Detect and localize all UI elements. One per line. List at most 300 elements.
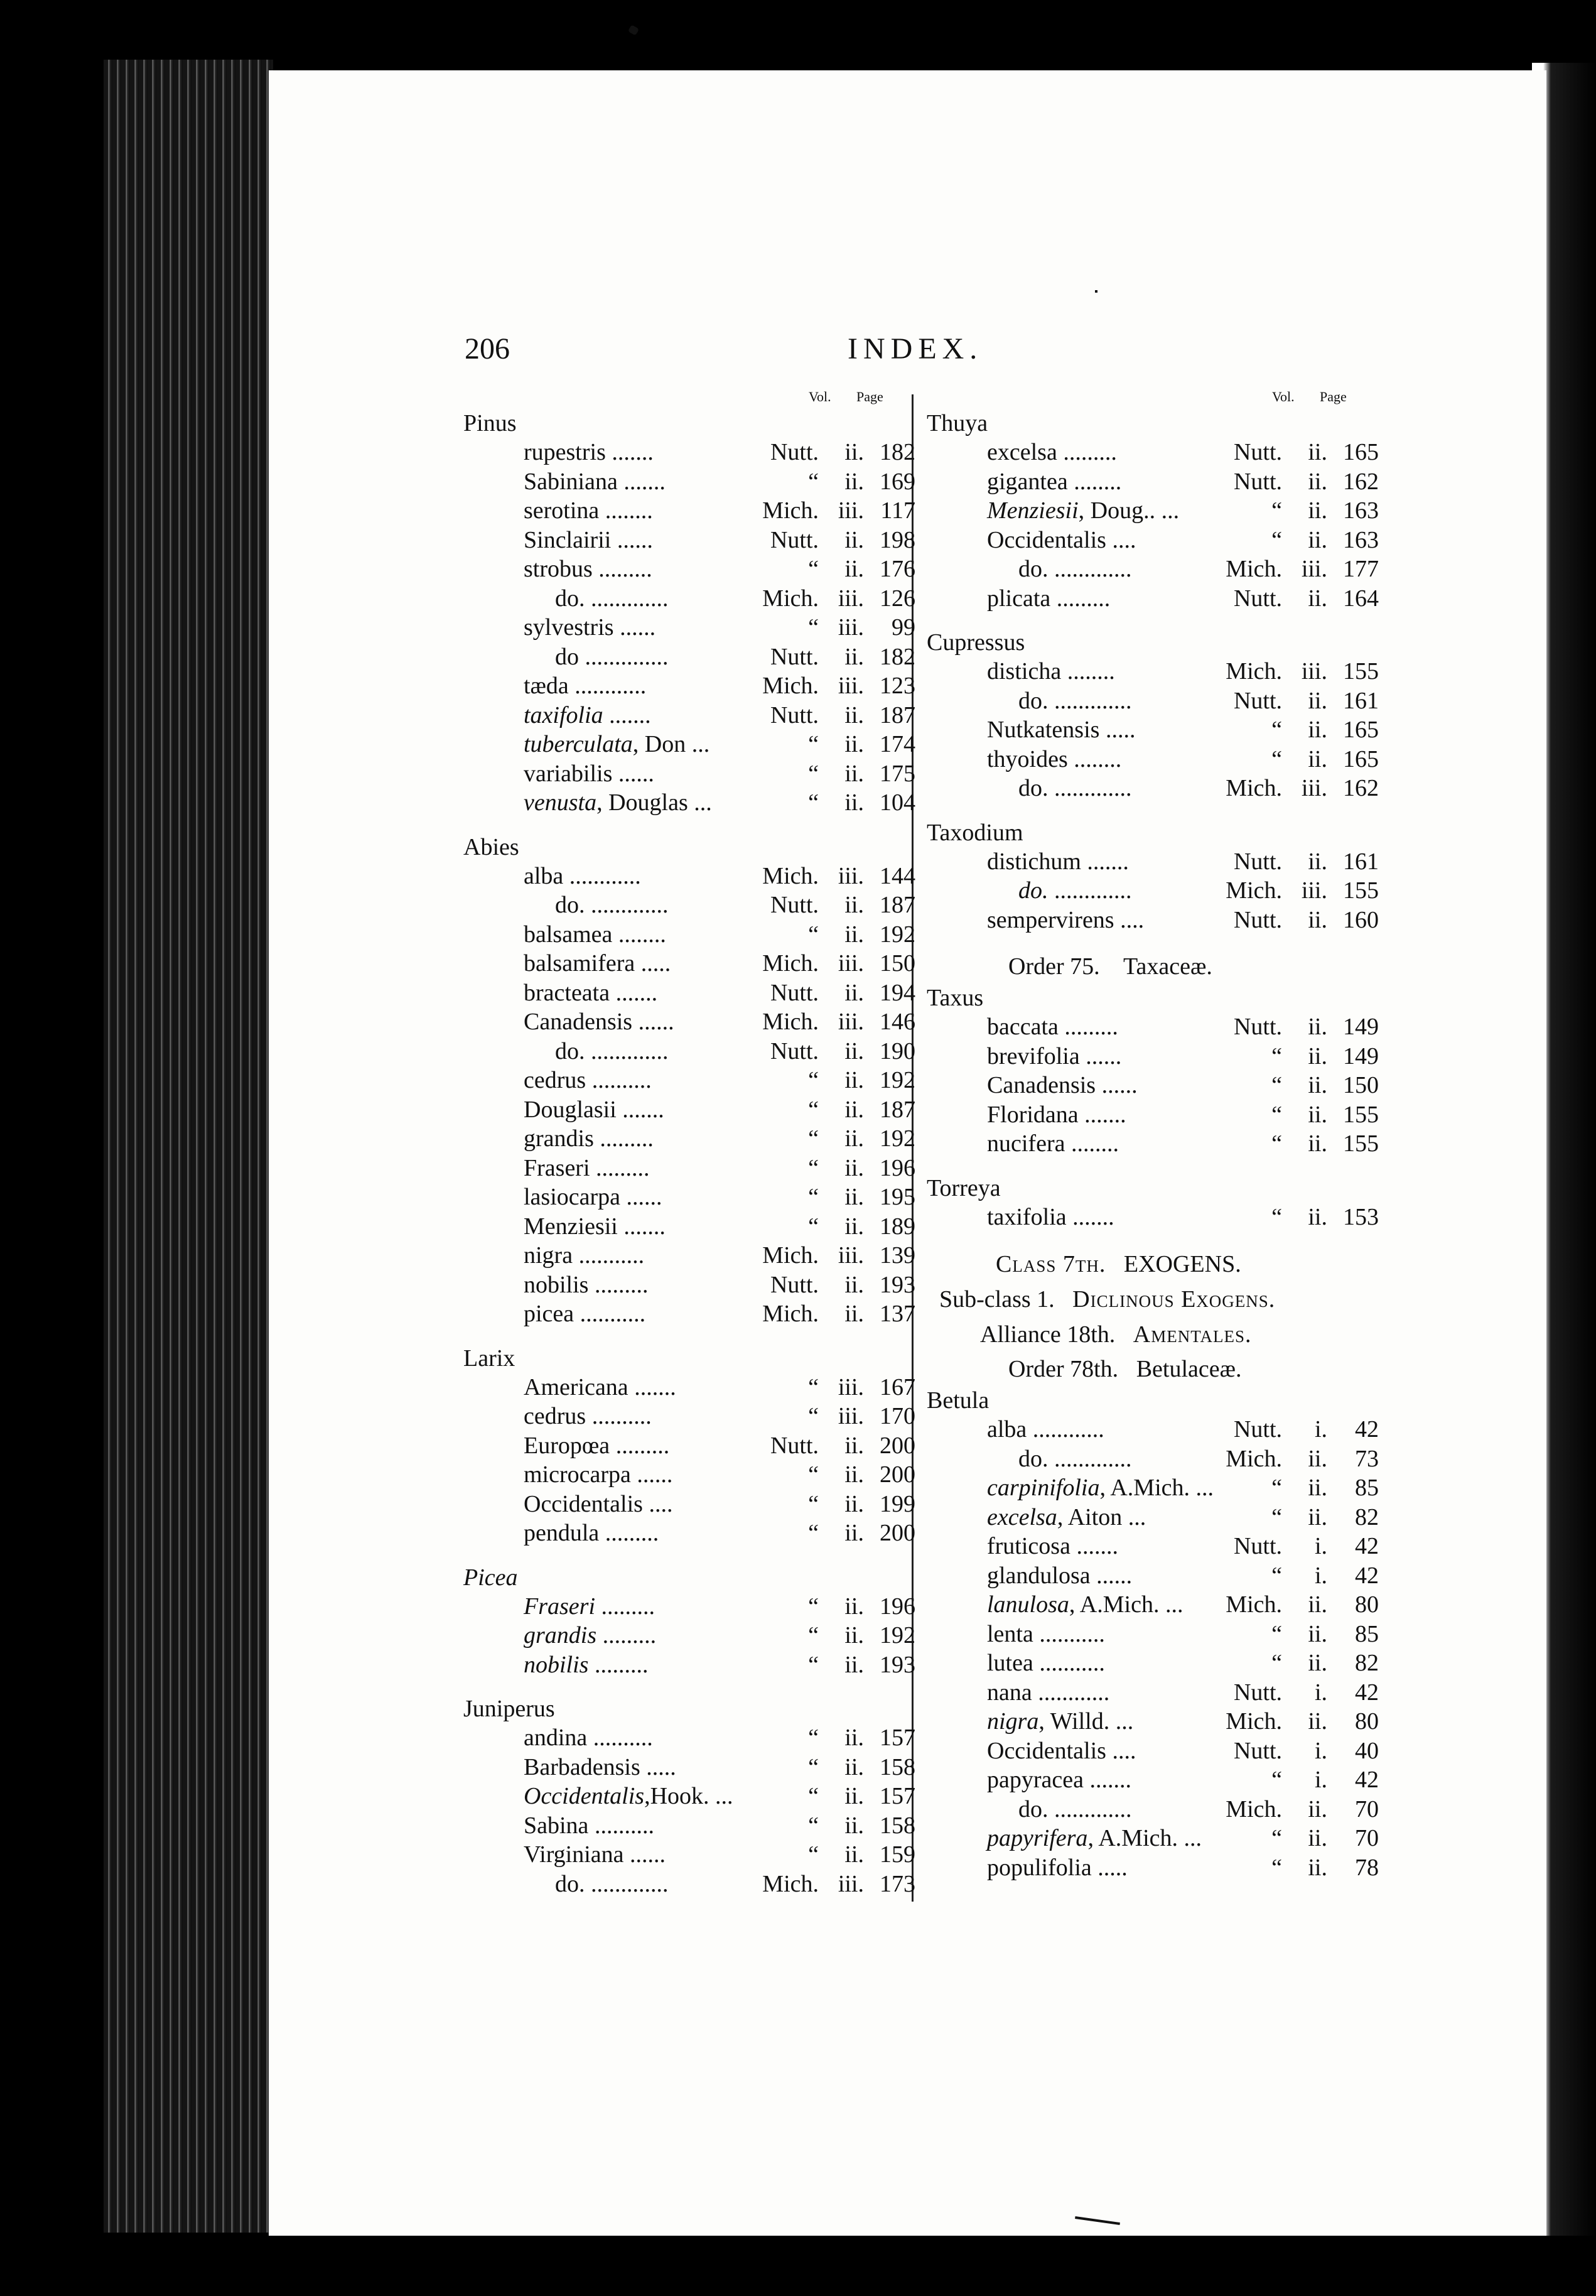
index-entry (463, 1621, 915, 1650)
index-entry (463, 1840, 915, 1870)
entry-name (555, 891, 669, 920)
entry-authority: “ (808, 1373, 819, 1400)
leader-dots: ............ (1027, 1416, 1104, 1443)
entry-authority: “ (808, 1403, 819, 1429)
entry-authority: Nutt. (770, 439, 819, 465)
entry-page: 165 (1343, 717, 1379, 743)
leader-dots: ... (1159, 1591, 1184, 1618)
index-entry (463, 862, 915, 891)
index-entry (463, 1095, 915, 1125)
entry-name (524, 1241, 644, 1270)
entry-authority: Mich. (1226, 1445, 1282, 1472)
entry-volume: ii. (1308, 1854, 1327, 1881)
entry-name (524, 1124, 654, 1154)
index-entry (927, 526, 1379, 555)
index-entry (927, 906, 1379, 935)
genus-heading: Taxodium (927, 819, 1023, 846)
column-header (463, 380, 903, 409)
entry-volume: iii. (838, 950, 864, 977)
species-name: nobilis (524, 1651, 589, 1678)
species-name: carpinifolia (987, 1475, 1100, 1501)
entry-volume: ii. (1308, 1042, 1327, 1069)
entry-volume: ii. (844, 526, 864, 553)
entry-volume: ii. (844, 921, 864, 948)
entry-authority: “ (808, 1490, 819, 1517)
entry-authority: Mich. (762, 497, 819, 524)
index-entry (463, 1650, 915, 1680)
leader-dots: ........ (1067, 468, 1122, 495)
species-name: do. (1018, 556, 1049, 582)
species-name: Canadensis (987, 1072, 1096, 1098)
entry-volume: ii. (1308, 468, 1327, 495)
entry-page: 42 (1355, 1533, 1379, 1559)
entry-page: 196 (880, 1593, 915, 1620)
entry-name (555, 642, 669, 672)
species-name: Fraseri (524, 1154, 590, 1181)
species-name: disticha (987, 658, 1062, 685)
entry-authority: Nutt. (1233, 906, 1282, 933)
genus-heading: Torreya (927, 1174, 1001, 1201)
leader-dots: ...... (611, 526, 653, 553)
index-entry (463, 438, 915, 467)
entry-page: 139 (880, 1242, 915, 1269)
species-name: variabilis (524, 760, 613, 787)
entry-volume: iii. (838, 862, 864, 889)
entry-authority: Mich. (762, 1009, 819, 1035)
species-name: populifolia (987, 1854, 1092, 1881)
entry-authority: Mich. (1226, 556, 1282, 582)
entry-authority: Nutt. (770, 526, 819, 553)
species-name: distichum (987, 848, 1081, 875)
entry-name (987, 526, 1136, 555)
entry-volume: ii. (844, 1753, 864, 1780)
name-suffix: , Douglas (596, 789, 688, 816)
entry-volume: iii. (838, 1373, 864, 1400)
species-name: Menziesii (987, 497, 1079, 524)
entry-authority: Nutt. (1233, 1416, 1282, 1443)
entry-volume: iii. (838, 585, 864, 612)
entry-page: 42 (1355, 1562, 1379, 1589)
entry-authority: Mich. (762, 950, 819, 977)
index-entry (927, 847, 1379, 877)
entry-name (524, 1183, 662, 1212)
entry-volume: ii. (844, 1271, 864, 1298)
index-entry (463, 1811, 915, 1841)
leader-dots: ...... (1090, 1562, 1133, 1589)
genus-heading: Betula (927, 1387, 989, 1414)
entry-name (524, 1460, 672, 1490)
entry-name (987, 1042, 1121, 1071)
leader-dots: ............. (1048, 877, 1132, 904)
entry-volume: ii. (1308, 526, 1327, 553)
index-entry (463, 891, 915, 920)
leader-dots: ............. (585, 1037, 669, 1064)
leader-dots: .......... (586, 1403, 652, 1429)
index-entry (463, 555, 915, 584)
leader-dots: ...... (630, 1461, 673, 1488)
leader-dots: ....... (603, 701, 651, 728)
entry-authority: Nutt. (1233, 585, 1282, 612)
index-entry (463, 920, 915, 950)
entry-page: 73 (1355, 1445, 1379, 1472)
leader-dots: ..... (640, 1753, 676, 1780)
index-entry (927, 1203, 1379, 1232)
species-name: taxifolia (987, 1203, 1067, 1230)
entry-page: 196 (880, 1154, 915, 1181)
entry-volume: ii. (1308, 1620, 1327, 1647)
species-name: Sabiniana (524, 468, 618, 495)
species-name: balsamea (524, 921, 613, 948)
species-name: fruticosa (987, 1533, 1070, 1559)
entry-volume: ii. (844, 556, 864, 582)
leader-dots: ......... (588, 1651, 649, 1678)
leader-dots: ...... (1079, 1042, 1122, 1069)
leader-dots: ....... (610, 979, 658, 1006)
entry-authority: Nutt. (1233, 1014, 1282, 1040)
entry-volume: ii. (844, 701, 864, 728)
leader-dots: ............. (1048, 1445, 1132, 1472)
entry-volume: ii. (1308, 1130, 1327, 1157)
entry-page: 155 (1343, 658, 1379, 685)
entry-page: 198 (880, 526, 915, 553)
species-name: Menziesii (524, 1213, 618, 1240)
entry-authority: “ (1271, 1854, 1282, 1881)
entry-page: 193 (880, 1271, 915, 1298)
index-entry (463, 671, 915, 701)
entry-authority: “ (808, 1520, 819, 1546)
leader-dots: ....... (1078, 1101, 1126, 1128)
entry-name (524, 1840, 666, 1870)
entry-authority: “ (808, 789, 819, 816)
entry-authority: “ (808, 556, 819, 582)
index-entry (463, 642, 915, 672)
page-number: 206 (465, 332, 510, 366)
leader-dots: ..... (1091, 1854, 1128, 1881)
subclass-heading: Sub-class 1. Diclinous Exogens. (939, 1286, 1276, 1313)
entry-page: 161 (1343, 848, 1379, 875)
entry-name (524, 1066, 652, 1095)
entry-name (524, 1270, 648, 1300)
entry-page: 182 (880, 439, 915, 465)
entry-page: 182 (880, 643, 915, 670)
entry-volume: ii. (1308, 1825, 1327, 1851)
entry-page: 165 (1343, 439, 1379, 465)
index-entry (463, 730, 915, 759)
right-index-entries-a (927, 409, 1379, 934)
entry-authority: “ (1271, 1562, 1282, 1589)
index-entry (927, 657, 1379, 686)
leader-dots: ... (1155, 497, 1180, 524)
entry-page: 104 (880, 789, 915, 816)
species-name: alba (987, 1416, 1027, 1443)
entry-volume: ii. (1308, 439, 1327, 465)
leader-dots: ....... (1070, 1533, 1118, 1559)
entry-name (987, 906, 1144, 935)
entry-authority: Nutt. (1233, 1533, 1282, 1559)
entry-authority: “ (808, 760, 819, 787)
name-suffix: , A.Mich. (1099, 1475, 1190, 1501)
entry-page: 192 (880, 921, 915, 948)
entry-volume: ii. (844, 1461, 864, 1488)
entry-page: 137 (880, 1301, 915, 1327)
entry-name (524, 438, 654, 467)
entry-name (1018, 876, 1132, 906)
index-entry (463, 526, 915, 555)
entry-name (987, 847, 1129, 877)
species-name: andina (524, 1725, 588, 1751)
entry-volume: ii. (1308, 745, 1327, 772)
entry-authority: Mich. (1226, 658, 1282, 685)
species-name: rupestris (524, 439, 606, 465)
species-name: nigra (524, 1242, 573, 1269)
species-name: sylvestris (524, 614, 614, 641)
index-entry (927, 876, 1379, 906)
entry-authority: Nutt. (1233, 1737, 1282, 1764)
entry-authority: “ (1271, 526, 1282, 553)
entry-name (524, 788, 712, 818)
entry-authority: “ (808, 1593, 819, 1620)
genus-heading: Taxus (927, 985, 984, 1011)
entry-name (987, 1532, 1118, 1561)
genus-heading: Abies (463, 833, 519, 860)
entry-authority: Mich. (1226, 775, 1282, 801)
species-name: excelsa (987, 1503, 1057, 1530)
leader-dots: ...... (1096, 1072, 1138, 1098)
entry-page: 165 (1343, 745, 1379, 772)
entry-page: 85 (1355, 1475, 1379, 1501)
entry-authority: “ (808, 468, 819, 495)
entry-name (987, 745, 1121, 774)
entry-page: 82 (1355, 1650, 1379, 1676)
entry-authority: “ (808, 1651, 819, 1678)
entry-name (524, 467, 666, 497)
entry-name (524, 701, 651, 730)
entry-volume: i. (1314, 1533, 1327, 1559)
genus-heading: Juniperus (463, 1696, 555, 1722)
entry-volume: ii. (844, 979, 864, 1006)
entry-name (524, 1592, 655, 1622)
entry-name (555, 1037, 669, 1066)
species-name: pendula (524, 1520, 600, 1546)
leader-dots: ......... (595, 1593, 655, 1620)
index-entry (463, 949, 915, 978)
entry-page: 70 (1355, 1825, 1379, 1851)
entry-name (987, 438, 1117, 467)
entry-authority: “ (1271, 1042, 1282, 1069)
index-entry (927, 1444, 1379, 1474)
entry-page: 85 (1355, 1620, 1379, 1647)
entry-name (987, 1129, 1119, 1159)
entry-authority: “ (808, 1184, 819, 1210)
entry-authority: “ (1271, 745, 1282, 772)
entry-volume: iii. (838, 497, 864, 524)
entry-volume: ii. (844, 1783, 864, 1809)
name-suffix: , A.Mich. (1069, 1591, 1160, 1618)
leader-dots: ......... (1050, 585, 1111, 612)
entry-page: 200 (880, 1432, 915, 1459)
entry-authority: “ (808, 1753, 819, 1780)
entry-page: 80 (1355, 1591, 1379, 1618)
entry-name (524, 1373, 676, 1402)
entry-authority: “ (1271, 1072, 1282, 1098)
index-entry (463, 1037, 915, 1066)
leader-dots: ............ (563, 862, 641, 889)
species-name: Fraseri (524, 1593, 595, 1620)
index-entry (463, 1373, 915, 1402)
index-entry (463, 1402, 915, 1431)
entry-authority: Mich. (762, 673, 819, 699)
entry-volume: ii. (844, 1184, 864, 1210)
leader-dots: ... (1122, 1503, 1146, 1530)
index-entry (463, 1270, 915, 1300)
entry-page: 158 (880, 1812, 915, 1839)
entry-page: 157 (880, 1783, 915, 1809)
entry-volume: iii. (838, 1403, 864, 1429)
index-entry (927, 1071, 1379, 1100)
entry-name (987, 1415, 1104, 1444)
entry-page: 155 (1343, 877, 1379, 904)
class-heading: Class 7th. EXOGENS. (996, 1251, 1241, 1277)
entry-volume: iii. (1301, 877, 1327, 904)
genus-heading: Larix (463, 1345, 515, 1372)
species-name: nobilis (524, 1271, 589, 1298)
entry-page: 42 (1355, 1416, 1379, 1443)
entry-authority: “ (1271, 1650, 1282, 1676)
species-name: nana (987, 1679, 1032, 1706)
entry-authority: “ (808, 1461, 819, 1488)
species-name: Barbadensis (524, 1753, 640, 1780)
entry-authority: Nutt. (770, 1432, 819, 1459)
name-suffix: , Don (632, 731, 686, 757)
entry-page: 155 (1343, 1130, 1379, 1157)
entry-name (1018, 686, 1132, 716)
species-name: Europœa (524, 1432, 610, 1459)
entry-volume: ii. (844, 1067, 864, 1093)
entry-page: 162 (1343, 468, 1379, 495)
entry-name (987, 1765, 1131, 1795)
leader-dots: .......... (586, 1067, 652, 1093)
index-entry (463, 1490, 915, 1519)
species-name: baccata (987, 1014, 1059, 1040)
entry-volume: iii. (838, 614, 864, 641)
species-name: papyracea (987, 1767, 1084, 1793)
entry-authority: Nutt. (770, 979, 819, 1006)
alliance-heading: Alliance 18th. Amentales. (980, 1321, 1252, 1348)
species-name: nigra (987, 1708, 1039, 1735)
entry-page: 80 (1355, 1708, 1379, 1735)
entry-volume: ii. (844, 468, 864, 495)
leader-dots: .... (642, 1490, 673, 1517)
species-name: sempervirens (987, 906, 1114, 933)
species-name: bracteata (524, 979, 610, 1006)
entry-volume: ii. (1308, 1072, 1327, 1098)
species-name: do. (555, 1037, 585, 1064)
order-heading: Order 78th. Betulaceæ. (1008, 1356, 1242, 1382)
entry-authority: “ (1271, 1203, 1282, 1230)
entry-volume: iii. (1301, 658, 1327, 685)
right-column (927, 380, 1379, 1882)
entry-page: 200 (880, 1461, 915, 1488)
entry-page: 163 (1343, 526, 1379, 553)
entry-page: 161 (1343, 687, 1379, 714)
entry-name (524, 1299, 645, 1329)
index-entry (463, 496, 915, 526)
species-name: Douglasii (524, 1096, 617, 1123)
entry-name (987, 1473, 1214, 1503)
entry-page: 160 (1343, 906, 1379, 933)
entry-name (524, 1753, 676, 1782)
entry-authority: Mich. (762, 1242, 819, 1269)
entry-page: 175 (880, 760, 915, 787)
entry-name (1018, 555, 1132, 584)
vol-heading: Vol. (1272, 389, 1295, 404)
entry-volume: ii. (844, 1432, 864, 1459)
entry-page: 117 (880, 497, 915, 524)
leader-dots: ... (686, 731, 710, 757)
entry-volume: iii. (838, 1870, 864, 1897)
index-entry (927, 1795, 1379, 1824)
entry-authority: Nutt. (770, 701, 819, 728)
entry-page: 170 (880, 1403, 915, 1429)
leader-dots: ........ (599, 497, 653, 524)
entry-name (524, 1519, 659, 1548)
entry-name (1018, 774, 1132, 803)
leader-dots: ... (1178, 1825, 1202, 1851)
species-name: do. (1018, 775, 1049, 801)
entry-authority: “ (1271, 1503, 1282, 1530)
name-suffix: , Aiton (1057, 1503, 1123, 1530)
species-name: Occidentalis (987, 1737, 1106, 1764)
leader-dots: ....... (616, 1096, 664, 1123)
leader-dots: ....... (1084, 1767, 1131, 1793)
entry-volume: ii. (1308, 1445, 1327, 1472)
entry-page: 42 (1355, 1679, 1379, 1706)
entry-name (524, 526, 653, 555)
entry-page: 192 (880, 1622, 915, 1649)
index-entry (927, 496, 1379, 526)
entry-name (524, 759, 654, 789)
entry-volume: ii. (844, 1725, 864, 1751)
entry-name (524, 671, 646, 701)
entry-name (524, 920, 666, 950)
vol-heading: Vol. (809, 389, 831, 404)
index-entry (927, 1012, 1379, 1042)
page-heading: Page (1320, 389, 1347, 404)
species-name: grandis (524, 1125, 594, 1152)
entry-volume: ii. (844, 1593, 864, 1620)
entry-page: 42 (1355, 1767, 1379, 1793)
species-name: excelsa (987, 439, 1057, 465)
entry-page: 187 (880, 1096, 915, 1123)
entry-authority: Nutt. (1233, 439, 1282, 465)
entry-authority: “ (1271, 717, 1282, 743)
entry-page: 149 (1343, 1014, 1379, 1040)
entry-name (524, 1402, 652, 1431)
species-name: glandulosa (987, 1562, 1091, 1589)
entry-page: 167 (880, 1373, 915, 1400)
index-entry (927, 715, 1379, 745)
leader-dots: ............ (1032, 1679, 1110, 1706)
leader-dots: ....... (1066, 1203, 1114, 1230)
species-name: venusta (524, 789, 597, 816)
entry-name (987, 1853, 1128, 1883)
entry-name (524, 1212, 666, 1242)
species-name: serotina (524, 497, 600, 524)
species-name: gigantea (987, 468, 1068, 495)
index-entry (927, 1532, 1379, 1561)
leader-dots: ............. (1048, 1795, 1132, 1822)
entry-page: 144 (880, 862, 915, 889)
